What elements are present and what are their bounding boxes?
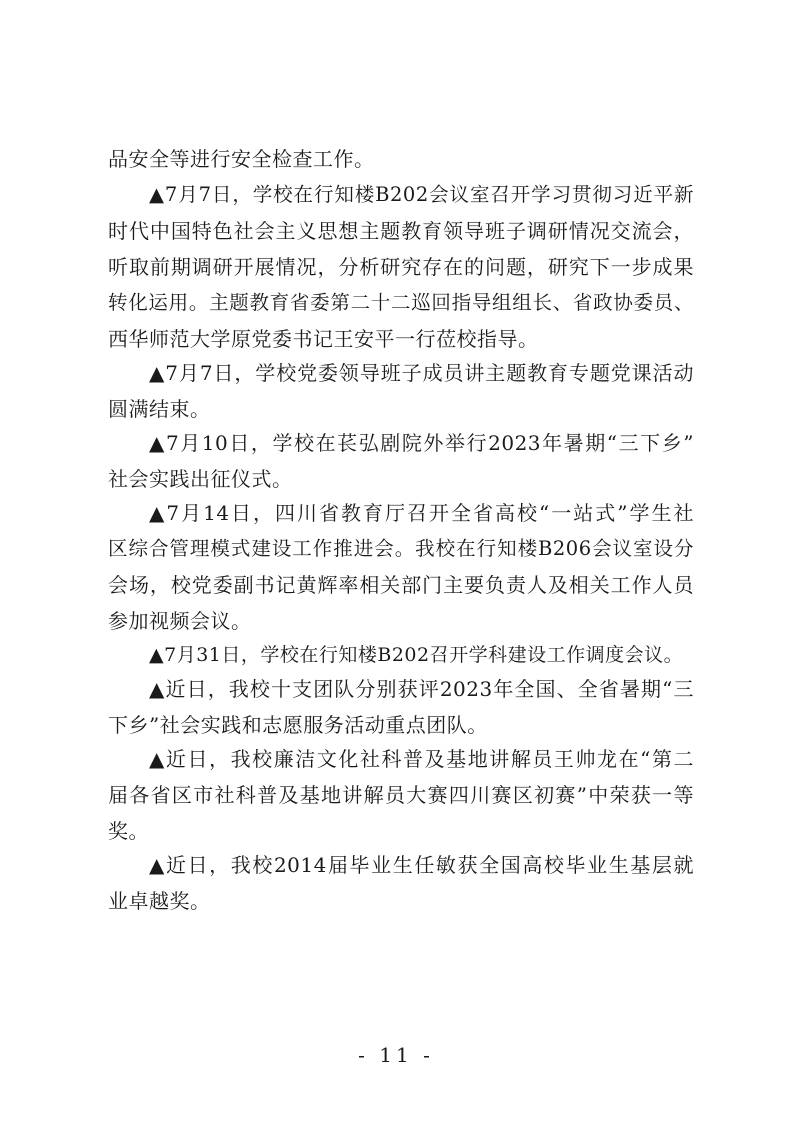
text-line: 社会实践出征仪式。 xyxy=(108,467,293,491)
text-line: ▲7月7日，学校在行知楼B202会议室召开学习贯彻习近平新 xyxy=(149,183,694,206)
text-line: 业卓越奖。 xyxy=(108,889,211,913)
text-line: 参加视频会议。 xyxy=(108,609,252,633)
text-line: 届各省区市社科普及基地讲解员大赛四川赛区初赛”中荣获一等 xyxy=(108,783,694,807)
text-line: ▲7月7日，学校党委领导班子成员讲主题教育专题党课活动 xyxy=(149,361,694,385)
text-line: 西华师范大学原党委书记王安平一行莅校指导。 xyxy=(108,327,539,351)
text-line: ▲7月31日，学校在行知楼B202召开学科建设工作调度会议。 xyxy=(149,644,684,666)
text-line: ▲近日，我校2014届毕业生任敏获全国高校毕业生基层就 xyxy=(149,853,694,877)
text-line: 区综合管理模式建设工作推进会。我校在行知楼B206会议室设分 xyxy=(108,537,694,560)
text-line: 下乡”社会实践和志愿服务活动重点团队。 xyxy=(108,713,488,737)
text-line: 听取前期调研开展情况，分析研究存在的问题，研究下一步成果 xyxy=(108,255,694,279)
text-line: ▲近日，我校十支团队分别获评2023年全国、全省暑期“三 xyxy=(149,677,694,701)
text-line: 圆满结束。 xyxy=(108,397,211,421)
text-line: ▲7月14日，四川省教育厅召开全省高校“一站式”学生社 xyxy=(149,501,694,525)
text-line: 品安全等进行安全检查工作。 xyxy=(108,147,375,171)
text-line: ▲7月10日，学校在苌弘剧院外举行2023年暑期“三下乡” xyxy=(149,431,694,455)
text-line: 时代中国特色社会主义思想主题教育领导班子调研情况交流会， xyxy=(108,219,694,243)
text-line: ▲近日，我校廉洁文化社科普及基地讲解员王帅龙在“第二 xyxy=(149,747,694,771)
text-line: 转化运用。主题教育省委第二十二巡回指导组组长、省政协委员、 xyxy=(108,291,694,314)
text-line: 奖。 xyxy=(108,819,149,843)
page-number: - 11 - xyxy=(358,1043,434,1067)
text-line: 会场，校党委副书记黄辉率相关部门主要负责人及相关工作人员 xyxy=(108,573,694,597)
